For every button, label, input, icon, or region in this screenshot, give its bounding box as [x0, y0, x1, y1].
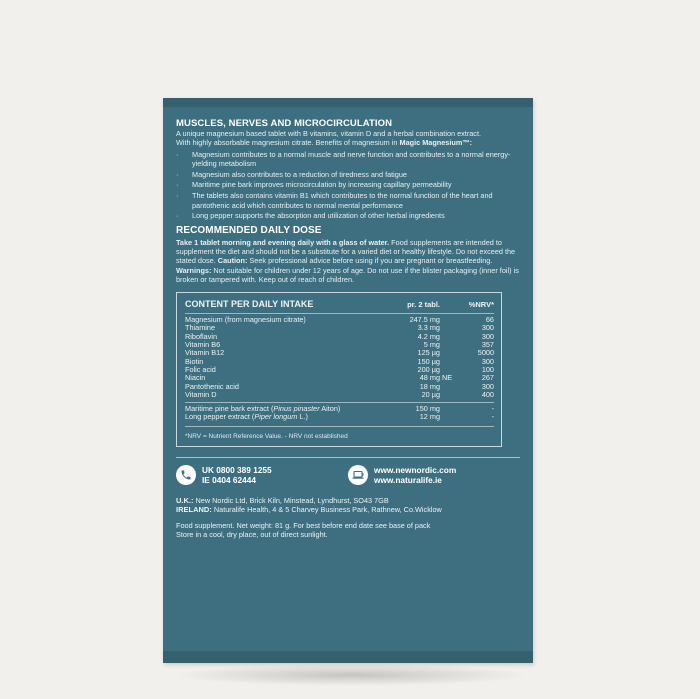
brand-name: Magic Magnesium [399, 138, 463, 148]
phone-contact [176, 465, 348, 485]
nutrient-amount: 3.3 mg [417, 323, 440, 333]
herb-2-nrv: - [491, 412, 494, 422]
nutrient-nrv: 5000 [477, 348, 494, 358]
dose-text-1: Food supplements are intended to supplement the diet and should not be a substitute for a varied diet or healthy lifestyle. Do not exceed the stated dose. [176, 237, 516, 266]
table-row [185, 391, 494, 399]
nutrient-nrv: 300 [481, 323, 494, 333]
footer-block [176, 521, 520, 540]
benefit-item [176, 180, 520, 189]
nutrient-nrv: 66 [485, 315, 494, 325]
box-bottom-edge [163, 651, 533, 663]
benefit-text: Magnesium also contributes to a reduction of tiredness and fatigue [192, 169, 407, 179]
benefit-item [176, 150, 520, 169]
website-naturalife[interactable]: www.naturalife.ie [374, 474, 442, 485]
caution-label: Caution: [217, 256, 248, 266]
table-row [185, 316, 494, 324]
table-header [185, 299, 494, 314]
nutrient-unit-note [440, 349, 456, 357]
box-text-panel [176, 118, 520, 539]
benefit-text: Maritime pine bark improves microcirculation by increasing capillary permeability [192, 180, 452, 190]
phone-icon [176, 465, 196, 485]
nutrient-nrv: 400 [481, 389, 494, 399]
bullet: · [176, 211, 179, 221]
phone-ie: IE 0404 62444 [202, 474, 256, 485]
brand-tm: ™: [462, 138, 473, 148]
phone-uk: UK 0800 389 1255 [202, 464, 272, 475]
nutrient-name: Biotin [185, 356, 204, 366]
intro-line-2 [176, 138, 520, 147]
nutrient-name: Niacin [185, 373, 206, 383]
nutrient-nrv: 300 [481, 381, 494, 391]
contact-block [176, 465, 520, 485]
nutrient-amount: 20 µg [421, 389, 440, 399]
herb-1-amount: 150 mg [415, 404, 440, 414]
nutrient-nrv: 300 [481, 356, 494, 366]
dose-lead: Take 1 tablet morning and evening daily with a glass of water. [176, 237, 390, 247]
footer-line-1: Food supplement. Net weight: 81 g. For best before end date see base of pack [176, 520, 431, 530]
dose-text [176, 238, 520, 284]
bullet: · [176, 169, 179, 179]
nutrient-amount: 48 mg [419, 373, 440, 383]
nutrient-name: Folic acid [185, 364, 216, 374]
warnings-label: Warnings: [176, 265, 212, 275]
nutrient-nrv: 357 [481, 340, 494, 350]
table-row [185, 413, 494, 421]
nutrient-name: Riboflavin [185, 331, 218, 341]
table-row [185, 341, 494, 349]
nutrient-name: Vitamin B6 [185, 340, 221, 350]
nutrition-table [176, 292, 502, 447]
nutrient-amount: 18 mg [419, 381, 440, 391]
nutrient-unit-note [440, 358, 456, 366]
nutrient-amount: 125 µg [417, 348, 440, 358]
benefit-item [176, 191, 520, 210]
table-row [185, 349, 494, 357]
nutrient-name: Magnesium (from magnesium citrate) [185, 315, 306, 325]
nutrient-name: Thiamine [185, 323, 216, 333]
footer-line-2: Store in a cool, dry place, out of direct sunlight. [176, 529, 328, 539]
benefit-text: Long pepper supports the absorption and utilization of other herbal ingredients [192, 211, 445, 221]
website-newnordic[interactable]: www.newnordic.com [374, 464, 457, 475]
bullet: · [176, 149, 179, 159]
nutrient-name: Pantothenic acid [185, 381, 239, 391]
benefits-list [176, 150, 520, 221]
nutrient-amount: 5 mg [423, 340, 440, 350]
address-block [176, 496, 520, 515]
box-lid-edge [163, 98, 533, 107]
nutrient-unit-note [440, 341, 456, 349]
web-contact [348, 465, 520, 485]
benefit-item [176, 170, 520, 179]
nutrient-nrv: 100 [481, 364, 494, 374]
address-ireland: IRELAND: Naturalife Health, 4 & 5 Charvey Business Park, Rathnew, Co.Wicklow [176, 505, 442, 515]
nutrient-name: Vitamin B12 [185, 348, 225, 358]
nutrient-unit-note [440, 316, 456, 324]
nutrient-amount: 200 µg [417, 364, 440, 374]
table-row [185, 324, 494, 332]
benefit-text: Magnesium contributes to a normal muscle and nerve function and contributes to a normal energy-yielding metabolism [192, 149, 511, 168]
nutrient-nrv: 300 [481, 331, 494, 341]
nutrient-amount: 4.2 mg [417, 331, 440, 341]
table-body [185, 316, 494, 399]
herb-2-name: Long pepper extract (Piper longum L.) [185, 412, 308, 422]
nutrient-unit-note [440, 324, 456, 332]
herb-1-name: Maritime pine bark extract (Pinus pinaster Aiton) [185, 404, 341, 414]
nutrient-amount: 247.5 mg [409, 315, 440, 325]
bullet: · [176, 191, 179, 201]
col-nrv-header: %NRV* [468, 300, 494, 310]
table-separator [185, 402, 494, 403]
col-amount-header: pr. 2 tabl. [407, 300, 440, 310]
table-row [185, 383, 494, 391]
dose-text-2: Seek professional advice before using if you are pregnant or breastfeeding. [247, 256, 493, 266]
benefit-item [176, 211, 520, 220]
nrv-footnote: *NRV = Nutrient Reference Value. - NRV not established [185, 426, 494, 440]
box-shadow [172, 664, 530, 686]
table-title: CONTENT PER DAILY INTAKE [185, 299, 314, 310]
herb-1-nrv: - [491, 404, 494, 414]
nutrient-unit-note [440, 391, 456, 399]
laptop-icon [348, 465, 368, 485]
dose-text-3: Not suitable for children under 12 years of age. Do not use if the blister packaging (inner foil) is broken or tampered with. Keep out of reach of children. [176, 265, 519, 284]
table-row [185, 358, 494, 366]
nutrient-unit-note [440, 333, 456, 341]
benefit-text: The tablets also contains vitamin B1 which contributes to the normal function of the heart and pantothenic acid which contributes to normal mental performance [192, 191, 493, 210]
nutrient-amount: 150 µg [417, 356, 440, 366]
divider [176, 457, 520, 458]
heading-dose: RECOMMENDED DAILY DOSE [176, 224, 322, 236]
intro-line-1: A unique magnesium based tablet with B vitamins, vitamin D and a herbal combination extract. [176, 129, 482, 138]
table-row [185, 333, 494, 341]
product-box-back [163, 98, 533, 663]
nutrient-name: Vitamin D [185, 389, 217, 399]
heading-main: MUSCLES, NERVES AND MICROCIRCULATION [176, 118, 393, 129]
nutrient-unit-note [440, 383, 456, 391]
nutrient-nrv: 267 [481, 373, 494, 383]
nutrient-unit-note: NE [442, 373, 453, 383]
address-uk: U.K.: New Nordic Ltd, Brick Kiln, Minstead, Lyndhurst, SO43 7GB [176, 495, 389, 505]
intro-prefix: With highly absorbable magnesium citrate. Benefits of magnesium in [176, 138, 400, 148]
herb-2-amount: 12 mg [419, 412, 440, 422]
bullet: · [176, 180, 179, 190]
